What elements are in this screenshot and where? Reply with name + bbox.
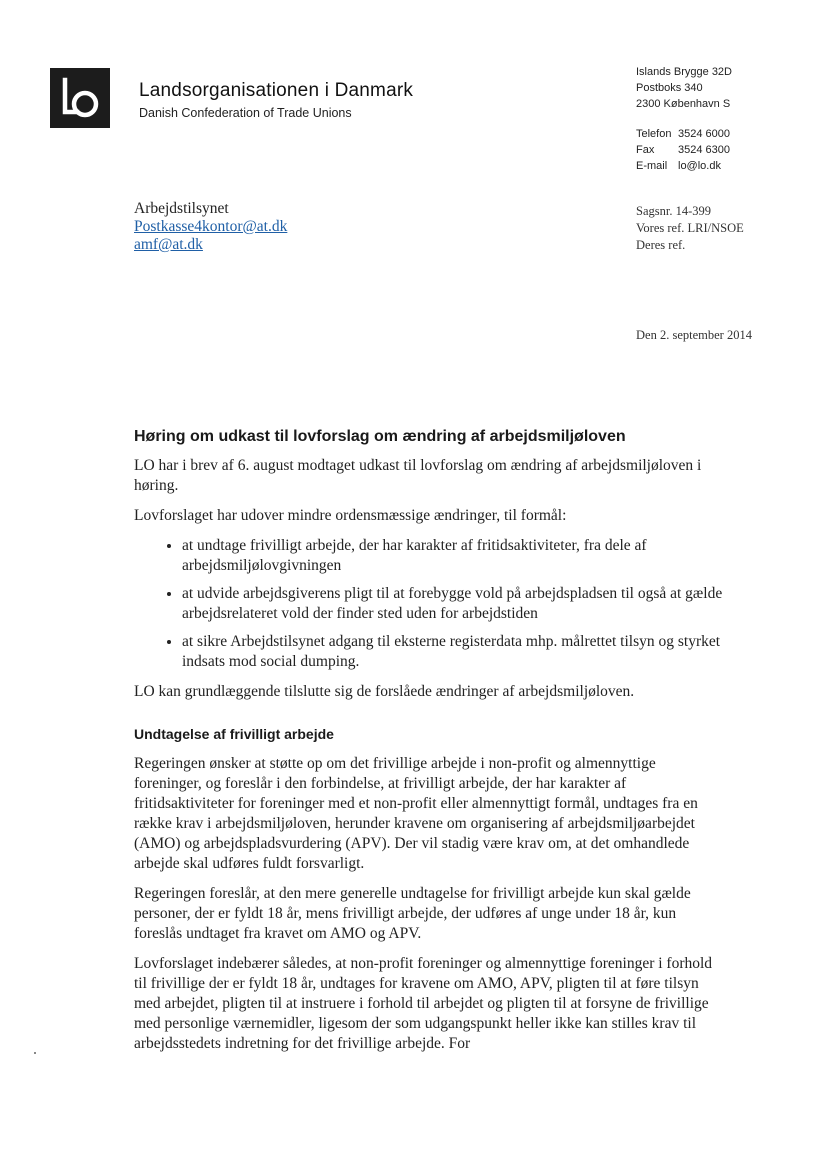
contact-phone bbox=[636, 126, 730, 142]
paragraph: Lovforslaget har udover mindre ordensmæssige ændringer, til formål: bbox=[134, 507, 567, 524]
recipient-block bbox=[134, 200, 287, 254]
lo-logo bbox=[50, 68, 110, 128]
section-heading: Undtagelse af frivilligt arbejde bbox=[134, 726, 334, 742]
our-reference: Vores ref. LRI/NSOE bbox=[636, 221, 744, 235]
scan-speck bbox=[34, 1052, 36, 1054]
paragraph: LO kan grundlæggende tilslutte sig de forslåede ændringer af arbejdsmiljøloven. bbox=[134, 683, 635, 700]
case-number: Sagsnr. 14-399 bbox=[636, 204, 711, 218]
address-line: Postboks 340 bbox=[636, 82, 703, 94]
contact-fax bbox=[636, 142, 730, 158]
list-item: • at udvide arbejdsgiverens pligt til at forebygge vold på arbejdspladsen til også at gælde arbejdsrelateret vold der finder sted uden for arbejdstiden bbox=[182, 584, 724, 624]
recipient-name: Arbejdstilsynet bbox=[134, 200, 229, 217]
paragraph: LO har i brev af 6. august modtaget udkast til lovforslag om ændring af arbejdsmiljøloven i høring. bbox=[134, 457, 702, 494]
list-item: • at sikre Arbejdstilsynet adgang til eksterne registerdata mhp. målrettet tilsyn og styrket indsats mod social dumping. bbox=[182, 632, 724, 672]
paragraph: Regeringen ønsker at støtte op om det frivillige arbejde i non-profit og almennyttige foreninger, og foreslår i den forbindelse, at frivilligt arbejde, der har karakter af fritidsaktiviteter for foreninger med et non-profit eller almennyttigt formål, undtages fra en række krav i arbejdsmiljøloven, herunder kravene om organisering af arbejdsmiljøarbejdet (AMO) og arbejdspladsvurdering (APV). Der vil stadig være krav om, at det omhandlede arbejde skal udføres fuldt forsvarligt. bbox=[134, 755, 698, 872]
organisation-name-english: Danish Confederation of Trade Unions bbox=[139, 106, 352, 120]
organisation-name: Landsorganisationen i Danmark bbox=[139, 80, 414, 101]
your-reference: Deres ref. bbox=[636, 238, 686, 252]
paragraph: Regeringen foreslår, at den mere generelle undtagelse for frivilligt arbejde kun skal gælde personer, der er fyldt 18 år, mens frivilligt arbejde, der udføres af unge under 18 år, kun foreslås undtaget fra kravet om AMO og APV. bbox=[134, 885, 691, 942]
contact-email bbox=[636, 158, 730, 174]
contact-label: Telefon bbox=[636, 128, 672, 140]
contact-label: Fax bbox=[636, 144, 655, 156]
letter-date: Den 2. september 2014 bbox=[636, 328, 752, 342]
letter-heading: Høring om udkast til lovforslag om ændring af arbejdsmiljøloven bbox=[134, 428, 626, 445]
letter-body bbox=[134, 456, 724, 1064]
contact-value: 3524 6300 bbox=[678, 144, 730, 156]
reference-block bbox=[636, 203, 744, 254]
sender-address bbox=[636, 64, 732, 112]
contact-value: lo@lo.dk bbox=[678, 160, 721, 172]
purpose-list bbox=[134, 536, 724, 672]
paragraph: Lovforslaget indebærer således, at non-profit foreninger og almennyttige foreninger i forhold til frivillige der er fyldt 18 år, undtages for kravene om AMO, APV, pligten til at føre tilsyn med arbejdet, pligten til at instruere i forhold til arbejdet og pligten til at forsyne de frivillige med personlige værnemidler, ligesom der som udgangspunkt heller ikke kan stilles krav til arbejdsstedets indretning for det frivillige arbejde. For bbox=[134, 955, 713, 1052]
address-line: Islands Brygge 32D bbox=[636, 66, 732, 78]
contact-label: E-mail bbox=[636, 160, 668, 172]
recipient-email-link[interactable]: Postkasse4kontor@at.dk bbox=[134, 218, 288, 235]
lo-logo-icon bbox=[50, 68, 110, 128]
contact-value: 3524 6000 bbox=[678, 128, 730, 140]
recipient-email-link-2[interactable]: amf@at.dk bbox=[134, 236, 203, 253]
list-item: • at undtage frivilligt arbejde, der har karakter af fritidsaktiviteter, fra dele af arbejdsmiljølovgivningen bbox=[182, 536, 724, 576]
address-line: 2300 København S bbox=[636, 98, 731, 110]
sender-contact bbox=[636, 126, 730, 174]
